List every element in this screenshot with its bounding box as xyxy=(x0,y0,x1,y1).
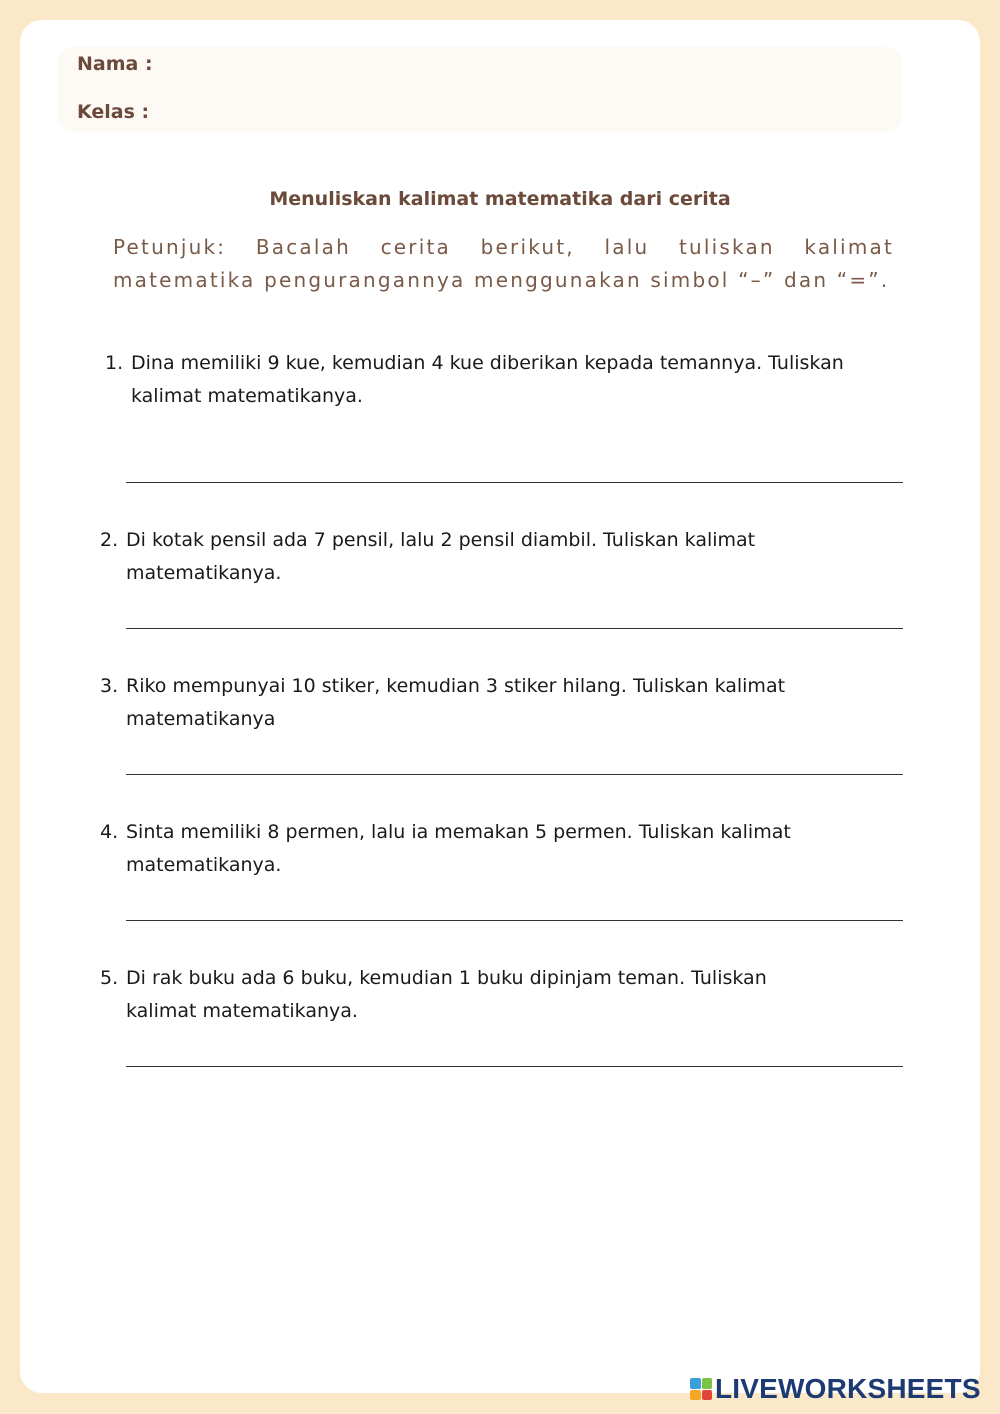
answer-line-3[interactable] xyxy=(126,774,903,775)
name-label: Nama : xyxy=(77,53,153,75)
liveworksheets-logo-text: LIVEWORKSHEETS xyxy=(715,1373,981,1404)
question-2 xyxy=(100,524,840,590)
question-1 xyxy=(105,347,895,413)
worksheet-title: Menuliskan kalimat matematika dari cerita xyxy=(269,188,731,210)
question-5 xyxy=(100,962,840,1028)
answer-line-5[interactable] xyxy=(126,1066,903,1067)
answer-line-4[interactable] xyxy=(126,920,903,921)
question-text: Di rak buku ada 6 buku, kemudian 1 buku dipinjam teman. Tuliskan kalimat matematikanya. xyxy=(126,967,767,1022)
question-3 xyxy=(100,670,860,736)
liveworksheets-logo-icon xyxy=(690,1378,712,1400)
question-4 xyxy=(100,816,860,882)
question-text: Riko mempunyai 10 stiker, kemudian 3 stiker hilang. Tuliskan kalimat matematikanya xyxy=(126,675,786,730)
question-number: 1. xyxy=(105,352,124,374)
answer-line-2[interactable] xyxy=(126,628,903,629)
question-number: 2. xyxy=(100,529,119,551)
answer-line-1[interactable] xyxy=(126,482,903,483)
question-text: Di kotak pensil ada 7 pensil, lalu 2 pensil diambil. Tuliskan kalimat matematikanya. xyxy=(126,529,756,584)
question-number: 4. xyxy=(100,821,119,843)
question-text: Dina memiliki 9 kue, kemudian 4 kue diberikan kepada temannya. Tuliskan kalimat matematikanya. xyxy=(131,352,844,407)
liveworksheets-logo xyxy=(690,1374,981,1404)
worksheet-page xyxy=(20,20,980,1393)
question-number: 5. xyxy=(100,967,119,989)
question-number: 3. xyxy=(100,675,119,697)
question-text: Sinta memiliki 8 permen, lalu ia memakan 5 permen. Tuliskan kalimat matematikanya. xyxy=(126,821,791,876)
instruction-text: Petunjuk: Bacalah cerita berikut, lalu tuliskan kalimat matematika pengurangannya menggunakan simbol “–” dan “=”. xyxy=(113,235,894,292)
class-label: Kelas : xyxy=(77,101,150,123)
student-info-box xyxy=(57,47,902,132)
